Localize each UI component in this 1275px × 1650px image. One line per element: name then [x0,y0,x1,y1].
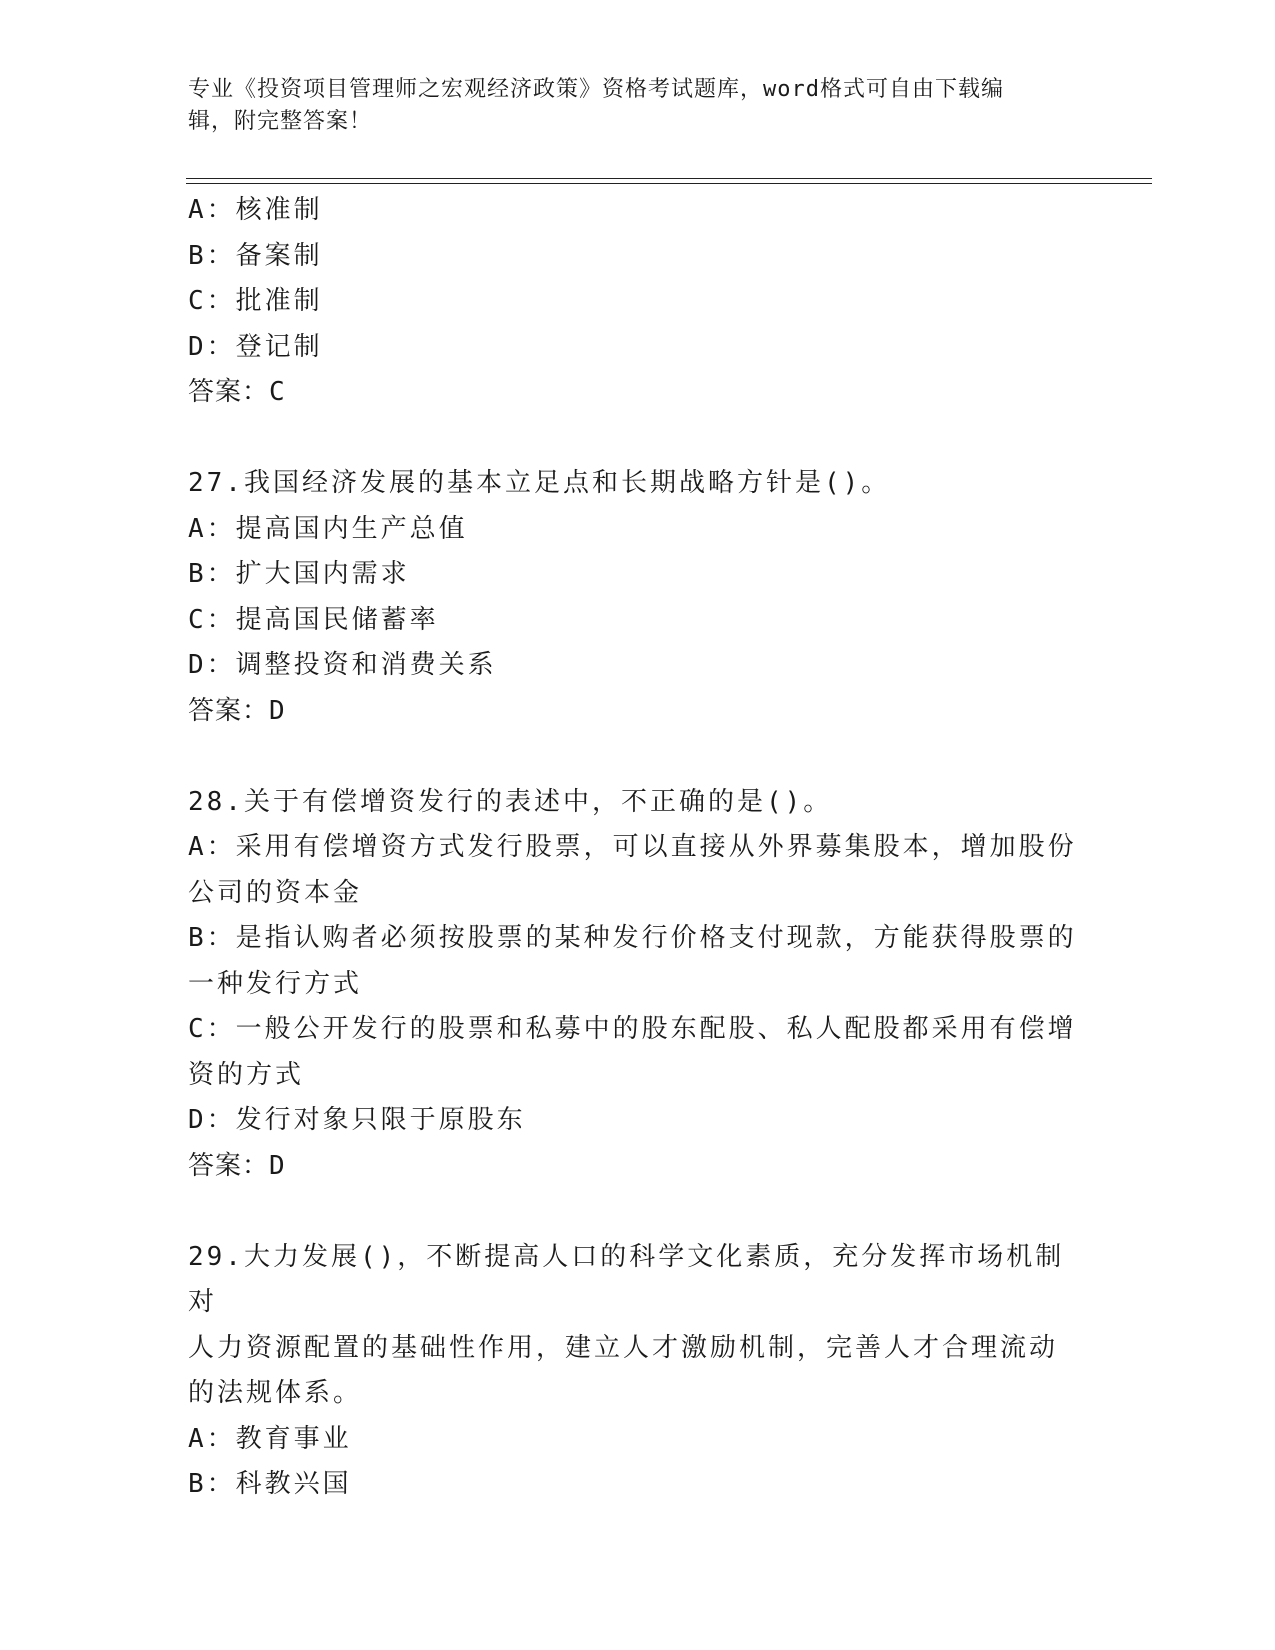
option-c-line-1: C：一般公开发行的股票和私募中的股东配股、私人配股都采用有偿增 [188,1014,1077,1044]
answer: 答案：C [188,377,286,407]
option-d-line-1: D：发行对象只限于原股东 [188,1105,526,1135]
option-a: A：教育事业 [188,1423,352,1454]
header-line-2: 辑，附完整答案！ [188,109,373,134]
option-a-line-2: 公司的资本金 [188,877,363,908]
option-a: A：提高国内生产总值 [188,513,468,544]
option-c [188,1007,1088,1098]
option-a-line-1: A：采用有偿增资方式发行股票，可以直接从外界募集股本，增加股份 [188,832,1077,862]
answer: 答案：D [188,1150,286,1181]
option-d [188,1098,1088,1144]
header-divider-top [186,178,1152,179]
question-28 [188,780,1088,1190]
option-a: A：核准制 [188,195,323,225]
question-list [188,188,1088,1508]
question-29 [188,1235,1088,1508]
option-b-line-2: 一种发行方式 [188,968,363,999]
question-stem-line-3: 的法规体系。 [188,1378,363,1408]
option-b-line-1: B：是指认购者必须按股票的某种发行价格支付现款，方能获得股票的 [188,923,1077,953]
spacer [188,416,1088,462]
spacer [188,734,1088,780]
spacer [188,1189,1088,1235]
option-d: D：调整投资和消费关系 [188,650,497,680]
option-c: C：批准制 [188,286,323,316]
document-header [188,74,1068,138]
header-line-1: 专业《投资项目管理师之宏观经济政策》资格考试题库，word格式可自由下载编 [188,77,1004,102]
option-b [188,916,1088,1007]
option-c-line-2: 资的方式 [188,1059,305,1090]
header-divider-bottom [186,183,1152,184]
option-d: D：登记制 [188,331,323,362]
option-a [188,825,1088,916]
question-27 [188,461,1088,734]
question-stem-line-1: 29.大力发展()，不断提高人口的科学文化素质，充分发挥市场机制对 [188,1241,1065,1317]
option-c: C：提高国民储蓄率 [188,604,439,635]
option-b: B：备案制 [188,240,323,271]
option-b: B：扩大国内需求 [188,559,410,589]
answer: 答案：D [188,695,286,726]
question-stem-line-2: 人力资源配置的基础性作用，建立人才激励机制，完善人才合理流动 [188,1332,1059,1363]
question-stem: 27.我国经济发展的基本立足点和长期战略方针是()。 [188,468,891,498]
question-stem: 28.关于有偿增资发行的表述中，不正确的是()。 [188,786,833,817]
option-b: B：科教兴国 [188,1469,352,1499]
question-26 [188,188,1088,416]
